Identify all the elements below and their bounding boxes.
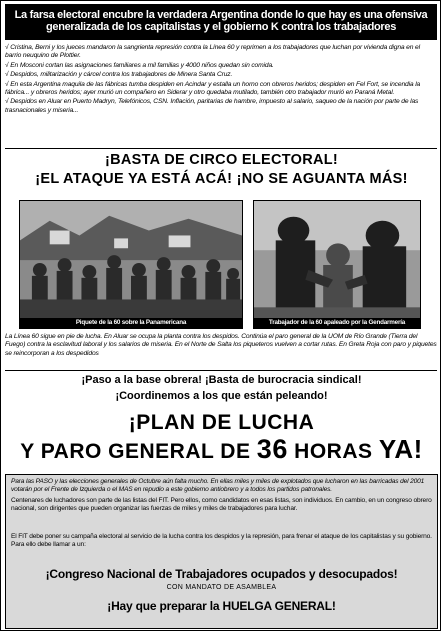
paro-mid: HORAS: [287, 440, 379, 463]
bullet-item: √ En esta Argentina maquila de las fábricas tumba despiden en Acindar y estalla un horno con obreros heridos; despiden en Fel Fort, se incendia la fábrica... y obreros heridos; ayer murió un compañero en Siderar y otro quedaba mutilado, también otro trabajador murió en Paraná Metal.: [5, 80, 421, 97]
photo-caption: Piquete de la 60 sobre la Panamericana: [20, 318, 242, 328]
photo-caption: Trabajador de la 60 apaleado por la Gendarmería: [254, 318, 420, 328]
divider: [5, 370, 437, 371]
news-paragraph: La Línea 60 sigue en pie de lucha. En Aluar se ocupa la planta contra los despidos. Continúa el paro general de la UOM de Río Grande (Tierra del Fuego) contra la esclavitud laboral y los salarios de miseria. En el Norte de Salta los piqueteros vuelven a cortar rutas. En Greta Roja con paro y piquetes se reincorporan a los despedidos: [5, 333, 437, 357]
box-paragraph-paso: Para las PASO y las elecciones generales de Octubre aún falta mucho. En ellas miles y miles de explotados que lucharon en las barricadas del 2001 votarán por el Frente de Izquierda o el MAS en repudio a este gobierno antiobrero y a todos los partidos patronales.: [11, 478, 425, 494]
photo-piquete: [19, 200, 243, 329]
divider: [5, 148, 437, 149]
general-strike-call: ¡Hay que preparar la HUELGA GENERAL!: [107, 599, 336, 613]
slogan-circo-electoral: ¡BASTA DE CIRCO ELECTORAL!: [104, 152, 339, 168]
plan-de-lucha-heading: ¡PLAN DE LUCHA: [128, 411, 315, 434]
box-paragraph-luchadores: Centenares de luchadores son parte de las listas del FIT. Pero ellos, como candidatos en esas listas, son individuos. En cambio, en un congreso obrero nacional, son dirigentes que pueden organizar las fuerzas de miles y miles de trabajadores para luchar.: [11, 497, 432, 513]
box-paragraph-fit: El FIT debe poner su campaña electoral al servicio de la lucha contra los despidos y la represión, para frenar el ataque de los capitalistas y su gobierno. Para ello debe llamar a un:: [11, 533, 432, 549]
bottom-box: [5, 474, 438, 629]
congress-call: ¡Congreso Nacional de Trabajadores ocupados y desocupados!: [45, 567, 398, 581]
crowd-photo-illustration: [20, 201, 242, 328]
bullet-item: √ Despidos, militarización y cárcel contra los trabajadores de Minera Santa Cruz.: [5, 71, 233, 79]
paro-ya: YA!: [378, 434, 423, 464]
slogan-ataque: ¡EL ATAQUE YA ESTÁ ACÁ! ¡NO SE AGUANTA MÁS!: [35, 171, 408, 187]
police-photo-illustration: [254, 201, 420, 328]
banner-line-1: La farsa electoral encubre la verdadera Argentina donde lo que hay es una ofensiva: [14, 9, 428, 21]
banner-line-2: generalizada de los capitalistas y el gobierno K contra los trabajadores: [45, 21, 397, 33]
photo-gendarmeria: [253, 200, 421, 329]
paro-hours-number: 36: [256, 434, 288, 464]
paro-general-heading: [1, 434, 441, 464]
bullet-item: √ Cristina, Berni y los jueces mandaron la sangrienta represión contra la Línea 60 y reprimen a los trabajadores que luchan por vivienda digna en el barrio neuquino de Plottier.: [5, 44, 420, 60]
call-coordinemos: ¡Coordinemos a los que están peleando!: [115, 390, 328, 402]
bullet-item: √ En Mosconi cortan las asignaciones familiares a mil familias y 4000 niños quedan sin comida.: [5, 61, 274, 69]
paro-prefix: Y PARO GENERAL DE: [20, 440, 257, 463]
header-banner: [5, 4, 437, 40]
mandate-note: CON MANDATO DE ASAMBLEA: [166, 584, 277, 591]
bullet-list: [5, 44, 437, 116]
bullet-item: √ Despidos en Aluar en Puerto Madryn, Telefónicos, CSN. Inflación, paritarias de hambre, impuesto al salario, saqueo de la nación por parte de las trasnacionales y miseria...: [5, 98, 419, 114]
call-base-obrera: ¡Paso a la base obrera! ¡Basta de burocracia sindical!: [81, 374, 362, 386]
